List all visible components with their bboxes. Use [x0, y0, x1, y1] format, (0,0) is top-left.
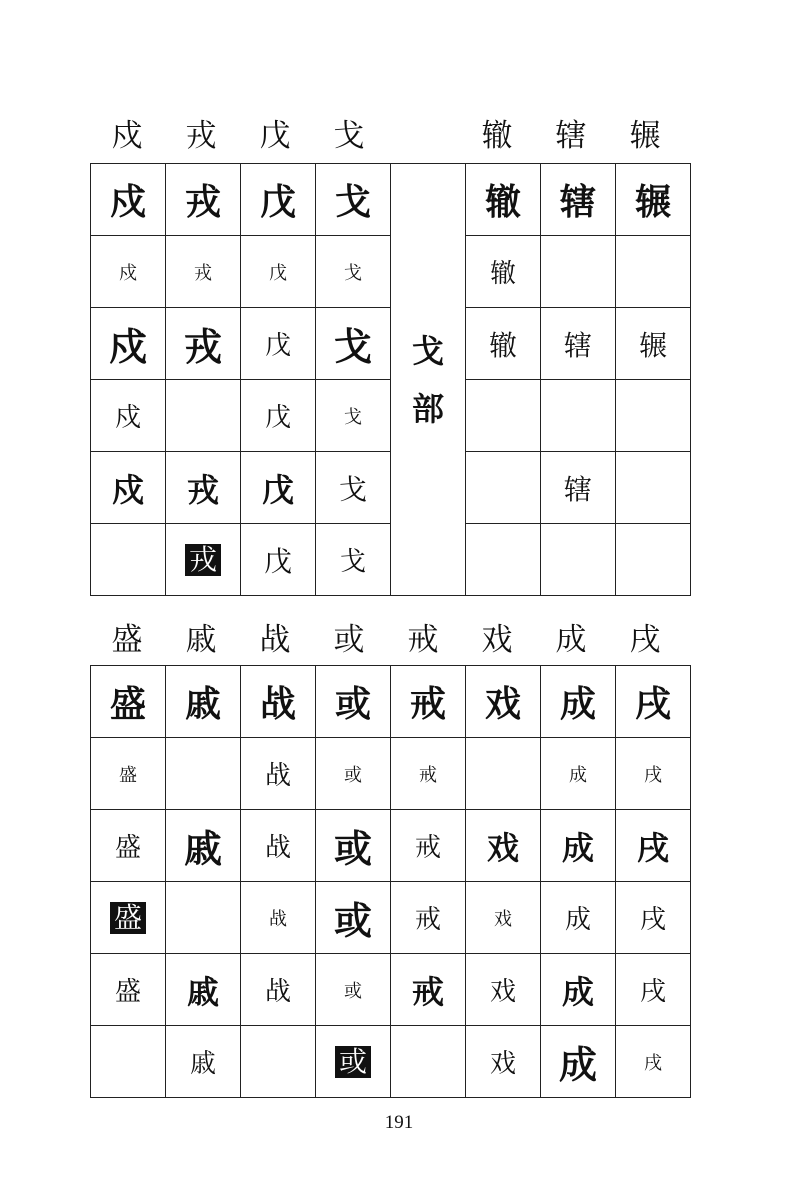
- glyph-cell: 成: [541, 882, 616, 954]
- table-row: [91, 1026, 691, 1098]
- glyph-cell: [166, 738, 241, 810]
- glyph-cell: 戊: [241, 524, 316, 596]
- glyph-cell: [466, 738, 541, 810]
- glyph-cell: 戎: [166, 452, 241, 524]
- glyph-cell: 戏: [466, 882, 541, 954]
- glyph-cell: 戎: [166, 308, 241, 380]
- glyph-cell: 戊: [241, 236, 316, 308]
- table-row: [91, 666, 691, 738]
- glyph-cell: 或: [316, 738, 391, 810]
- glyph-cell: 辖: [541, 452, 616, 524]
- glyph-cell: 戍: [91, 452, 166, 524]
- glyph-cell: 成: [541, 810, 616, 882]
- glyph-cell: 戚: [166, 954, 241, 1026]
- glyph-cell: 戌: [616, 666, 691, 738]
- table-row: [91, 810, 691, 882]
- glyph-cell: [466, 524, 541, 596]
- seal-glyph: 戎: [185, 544, 221, 576]
- glyph-cell: 辗: [616, 308, 691, 380]
- glyph-cell: 辗: [616, 164, 691, 236]
- glyph-cell: 戍: [91, 164, 166, 236]
- glyph-cell: [91, 1026, 166, 1098]
- header-char: 戏: [481, 622, 513, 658]
- seal-glyph-cell: [316, 1026, 391, 1098]
- glyph-cell: 盛: [91, 738, 166, 810]
- glyph-cell: 戍: [91, 236, 166, 308]
- glyph-cell: 戊: [241, 308, 316, 380]
- glyph-cell: 戏: [466, 666, 541, 738]
- glyph-cell: 戌: [616, 1026, 691, 1098]
- glyph-cell: 战: [241, 882, 316, 954]
- glyph-cell: 戈: [316, 452, 391, 524]
- glyph-cell: 战: [241, 738, 316, 810]
- glyph-cell: 戚: [166, 1026, 241, 1098]
- glyph-cell: 盛: [91, 810, 166, 882]
- glyph-cell: [616, 380, 691, 452]
- header-char: 戈: [333, 118, 365, 154]
- glyph-cell: 戌: [616, 882, 691, 954]
- glyph-cell: [166, 380, 241, 452]
- top-glyph-table: [90, 163, 691, 596]
- glyph-cell: 战: [241, 810, 316, 882]
- glyph-cell: [466, 380, 541, 452]
- glyph-cell: [541, 236, 616, 308]
- glyph-cell: 战: [241, 954, 316, 1026]
- glyph-cell: 戏: [466, 810, 541, 882]
- glyph-cell: 戈: [316, 236, 391, 308]
- glyph-cell: [466, 452, 541, 524]
- glyph-cell: 戌: [616, 954, 691, 1026]
- seal-glyph: 或: [335, 1046, 371, 1078]
- glyph-cell: 戒: [391, 666, 466, 738]
- radical-char: 部: [411, 389, 444, 428]
- glyph-cell: 戏: [466, 1026, 541, 1098]
- glyph-cell: 戊: [241, 380, 316, 452]
- glyph-cell: 戊: [241, 452, 316, 524]
- glyph-cell: [241, 1026, 316, 1098]
- glyph-cell: 戌: [616, 810, 691, 882]
- glyph-cell: 辙: [466, 164, 541, 236]
- glyph-cell: 或: [316, 882, 391, 954]
- header-char: 戒: [407, 622, 439, 658]
- glyph-cell: 戒: [391, 954, 466, 1026]
- glyph-cell: [391, 1026, 466, 1098]
- glyph-cell: 成: [541, 1026, 616, 1098]
- header-char: 戎: [185, 118, 217, 154]
- header-char: 戌: [629, 622, 661, 658]
- header-char: 戚: [185, 622, 217, 658]
- radical-label-cell: [391, 164, 466, 596]
- glyph-cell: 戒: [391, 810, 466, 882]
- header-char: 盛: [111, 622, 143, 658]
- glyph-cell: 辙: [466, 308, 541, 380]
- glyph-cell: 辙: [466, 236, 541, 308]
- glyph-cell: 戎: [166, 164, 241, 236]
- radical-char: 戈: [411, 331, 444, 370]
- glyph-cell: 戒: [391, 882, 466, 954]
- header-char: 或: [333, 622, 365, 658]
- glyph-cell: 戈: [316, 524, 391, 596]
- glyph-cell: 成: [541, 666, 616, 738]
- glyph-cell: 戚: [166, 666, 241, 738]
- seal-glyph-cell: [91, 882, 166, 954]
- glyph-cell: 成: [541, 738, 616, 810]
- glyph-cell: [91, 524, 166, 596]
- glyph-cell: 辖: [541, 308, 616, 380]
- glyph-cell: 成: [541, 954, 616, 1026]
- glyph-cell: 或: [316, 810, 391, 882]
- glyph-cell: [616, 524, 691, 596]
- header-char: 成: [555, 622, 587, 658]
- glyph-cell: 戊: [241, 164, 316, 236]
- page-number: 191: [384, 1112, 414, 1133]
- glyph-cell: 或: [316, 666, 391, 738]
- header-char: 战: [259, 622, 291, 658]
- glyph-cell: 戌: [616, 738, 691, 810]
- glyph-cell: [616, 236, 691, 308]
- glyph-cell: [541, 524, 616, 596]
- glyph-cell: 戍: [91, 308, 166, 380]
- glyph-cell: 盛: [91, 954, 166, 1026]
- header-char: 辙: [481, 118, 513, 154]
- glyph-cell: 戈: [316, 164, 391, 236]
- glyph-cell: 或: [316, 954, 391, 1026]
- glyph-cell: 辖: [541, 164, 616, 236]
- glyph-cell: [166, 882, 241, 954]
- table-row: [91, 954, 691, 1026]
- glyph-cell: 戒: [391, 738, 466, 810]
- glyph-cell: 戍: [91, 380, 166, 452]
- glyph-cell: [541, 380, 616, 452]
- seal-glyph-cell: [166, 524, 241, 596]
- header-char: 戊: [259, 118, 291, 154]
- glyph-cell: 戎: [166, 236, 241, 308]
- glyph-cell: 战: [241, 666, 316, 738]
- glyph-cell: 戚: [166, 810, 241, 882]
- header-char: 戍: [111, 118, 143, 154]
- table-row: [91, 882, 691, 954]
- glyph-cell: 戈: [316, 308, 391, 380]
- table-row: [91, 164, 691, 236]
- header-char: 辗: [629, 118, 661, 154]
- bottom-header-row: [90, 620, 684, 660]
- glyph-cell: 盛: [91, 666, 166, 738]
- header-char: 辖: [555, 118, 587, 154]
- seal-glyph: 盛: [110, 902, 146, 934]
- bottom-glyph-table: [90, 665, 691, 1098]
- glyph-cell: 戈: [316, 380, 391, 452]
- top-header-row: [90, 116, 684, 156]
- glyph-cell: [616, 452, 691, 524]
- table-row: [91, 738, 691, 810]
- glyph-cell: 戏: [466, 954, 541, 1026]
